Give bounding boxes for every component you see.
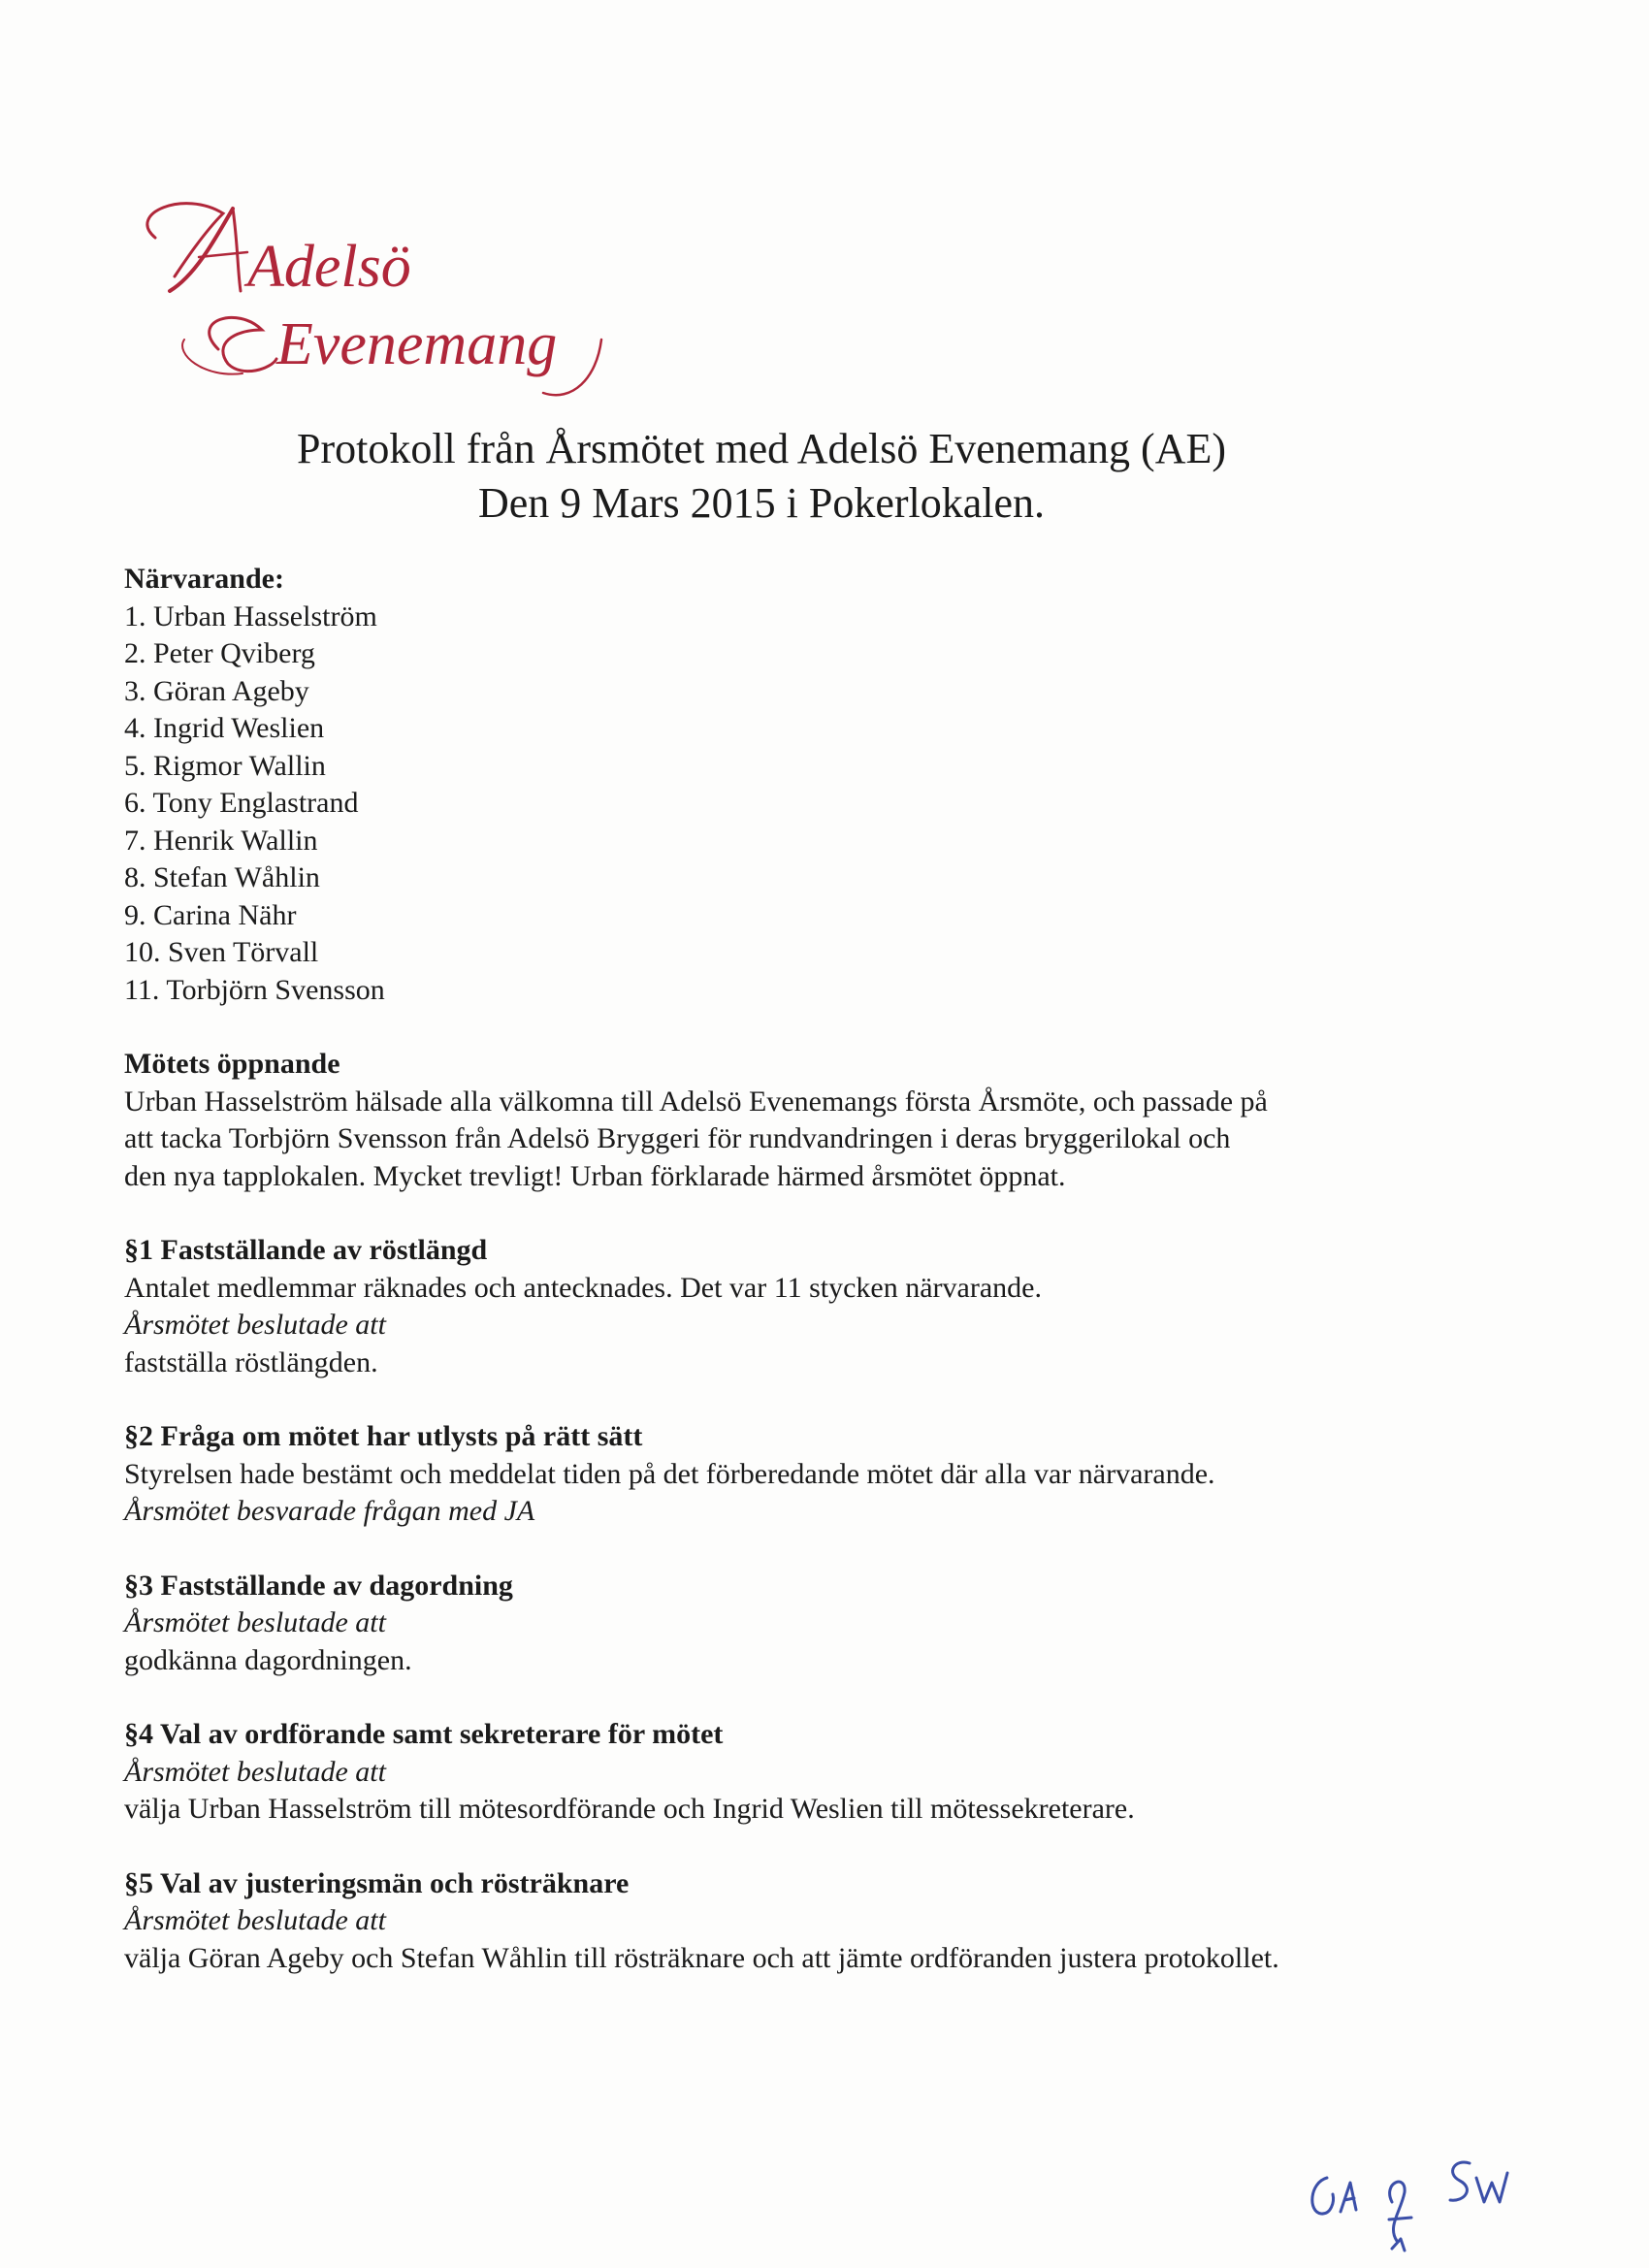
list-item: 4. Ingrid Weslien (124, 712, 325, 744)
section-text: Antalet medlemmar räknades och antecknades. Det var 11 stycken närvarande. (124, 1271, 1042, 1304)
list-item: 5. Rigmor Wallin (124, 749, 326, 782)
section-heading: §2 Fråga om mötet har utlysts på rätt sätt (124, 1420, 643, 1452)
handwritten-initials (1300, 2134, 1533, 2260)
list-item: 2. Peter Qviberg (124, 637, 315, 669)
title-line-2: Den 9 Mars 2015 i Pokerlokalen. (477, 479, 1046, 527)
section-result: välja Urban Hasselström till mötesordförande och Ingrid Weslien till mötessekreterare. (124, 1793, 1135, 1825)
section-1 (124, 1232, 1482, 1381)
logo-line-1: Adelsö (247, 234, 411, 300)
list-item: 10. Sven Törvall (124, 936, 319, 968)
document-body (124, 561, 1482, 1977)
list-item: 6. Tony Englastrand (124, 787, 359, 819)
section-text-line: att tacka Torbjörn Svensson från Adelsö Bryggeri för rundvandringen i deras bryggerilokal och (124, 1122, 1231, 1154)
attendee-list (124, 599, 1482, 1010)
section-result: fastställa röstlängden. (124, 1345, 378, 1378)
section-decision: Årsmötet beslutade att (124, 1904, 386, 1936)
section-text-line: Urban Hasselström hälsade alla välkomna till Adelsö Evenemangs första Årsmöte, och passade på (124, 1085, 1268, 1118)
section-5 (124, 1865, 1482, 1978)
adelso-evenemang-logo (116, 184, 621, 407)
section-text-line: den nya tapplokalen. Mycket trevligt! Urban förklarade härmed årsmötet öppnat. (124, 1159, 1066, 1192)
section-heading: §4 Val av ordförande samt sekreterare för mötet (124, 1718, 724, 1750)
section-text: Styrelsen hade bestämt och meddelat tiden på det förberedande mötet där alla var närvarande. (124, 1457, 1215, 1490)
section-3 (124, 1568, 1482, 1680)
section-decision: Årsmötet beslutade att (124, 1606, 386, 1638)
section-4 (124, 1716, 1482, 1829)
document-title (0, 422, 1523, 531)
section-2 (124, 1418, 1482, 1531)
section-decision: Årsmötet beslutade att (124, 1309, 386, 1341)
list-item: 11. Torbjörn Svensson (124, 973, 385, 1006)
section-result: välja Göran Ageby och Stefan Wåhlin till rösträknare och att jämte ordföranden justera protokollet. (124, 1941, 1279, 1974)
attendance-heading: Närvarande: (124, 563, 284, 595)
list-item: 8. Stefan Wåhlin (124, 861, 320, 893)
section-heading: §5 Val av justeringsmän och rösträknare (124, 1866, 630, 1899)
logo-line-2: Evenemang (276, 311, 558, 377)
section-heading: §1 Fastställande av röstlängd (124, 1234, 488, 1266)
list-item: 7. Henrik Wallin (124, 824, 318, 857)
section-heading: §3 Fastställande av dagordning (124, 1569, 513, 1602)
list-item: 9. Carina Nähr (124, 898, 297, 931)
title-line-1: Protokoll från Årsmötet med Adelsö Evenemang (AE) (296, 425, 1226, 472)
list-item: 1. Urban Hasselström (124, 599, 377, 632)
section-decision: Årsmötet beslutade att (124, 1755, 386, 1788)
section-decision: Årsmötet besvarade frågan med JA (124, 1495, 535, 1527)
section-opening (124, 1046, 1482, 1195)
section-heading: Mötets öppnande (124, 1048, 340, 1080)
section-result: godkänna dagordningen. (124, 1643, 412, 1676)
list-item: 3. Göran Ageby (124, 674, 309, 707)
